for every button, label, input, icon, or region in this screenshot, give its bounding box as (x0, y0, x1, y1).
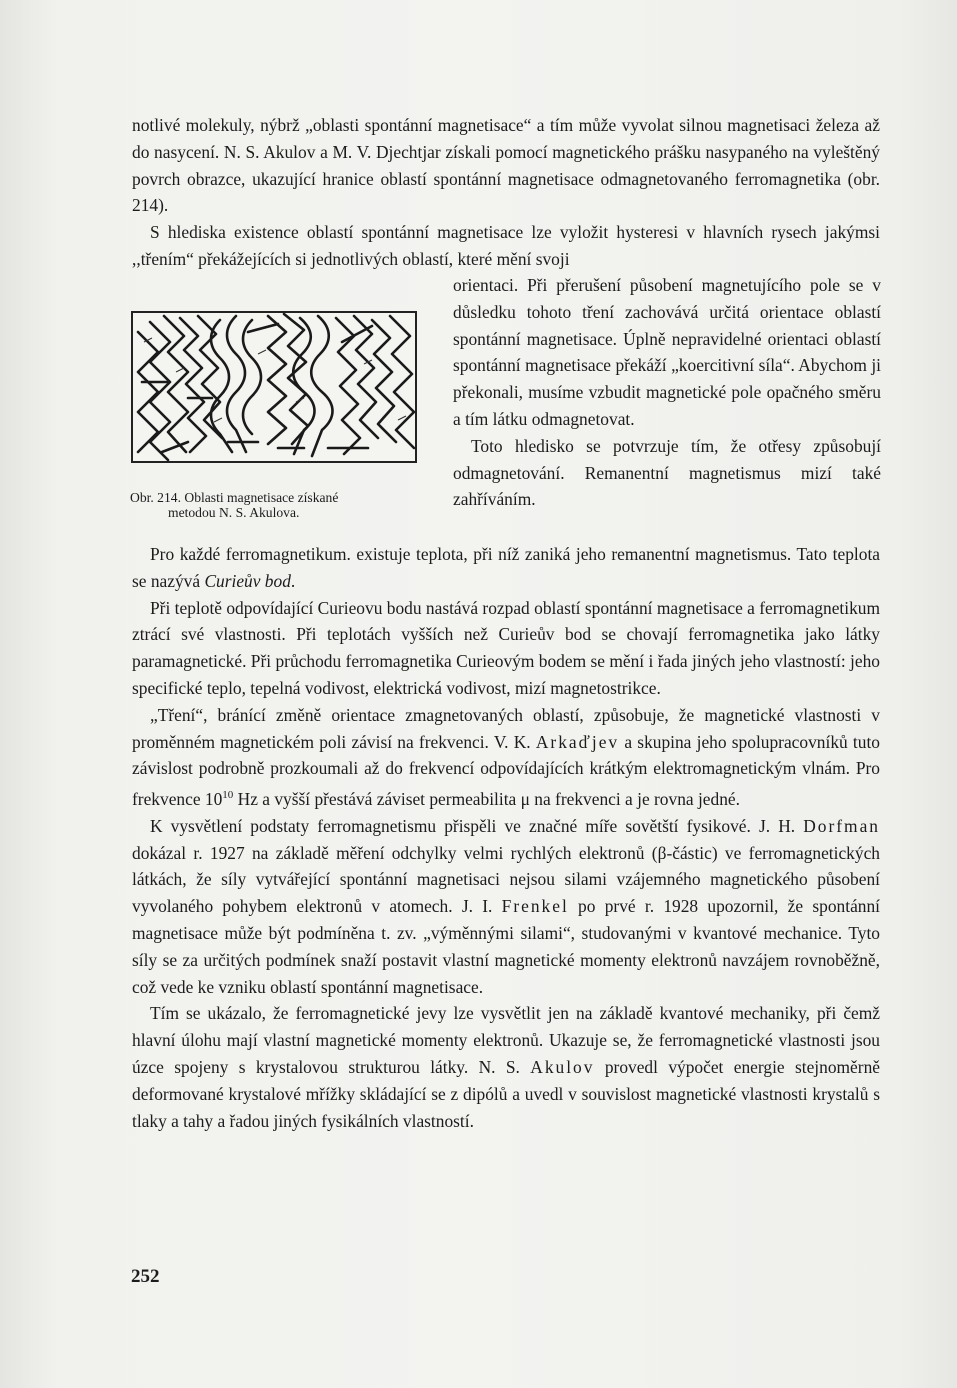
author-dorfman: Dorfman (803, 815, 880, 836)
curie-text-after: . (290, 570, 296, 591)
caption-line-2: metodou N. S. Akulova. (168, 505, 300, 520)
friction-text-c: Hz a vyšší přestává záviset permeabilita μ na frekvenci a je rovna jedné. (233, 788, 740, 809)
paragraph-friction-frequency (132, 702, 880, 813)
curie-term: Curieův bod (204, 570, 291, 591)
figure-214 (128, 302, 428, 520)
lower-text-block (132, 541, 880, 1134)
paragraph-domains-intro: notlivé molekuly, nýbrž „oblasti spontánní magnetisace“ a tím může vyvolat silnou magnetisaci železa až do nasycení. N. S. Akulov a M. V. Djechtjar získali pomocí magnetického prášku nasypaného na vyleštěný povrch obrazce, ukazující hranice oblastí spontánní magnetisace odmagnetovaného ferromagnetika (obr. 214). (132, 115, 880, 216)
friction-text-b: a skupina jeho spolupracovníků tuto závislost podrobně prozkoumali až do frekvencí odpovídajících krátkým elektromagnetickým vlnám. Pro frekvence 10 (132, 731, 880, 809)
curie-text-before: Pro každé ferromagnetikum. existuje teplota, při níž zaniká jeho remanentní magnetismus. Tato teplota se nazývá (132, 544, 880, 591)
paragraph-curie-point: Při teplotě odpovídající Curieovu bodu nastává rozpad oblastí spontánní magnetisace a ferromagnetikum ztrácí své vlastnosti. Při teplotách vyšších než Curieův bod se chovají ferromagnetika jako látky paramagnetické. Při průchodu ferromagnetika Curieovým bodem se mění i řada jiných jeho vlastností: jeho specifické teplo, tepelná vodivost, elektrická vodivost, mizí magnetostrikce. (132, 597, 880, 698)
author-akulov: Akulov (530, 1056, 595, 1077)
friction-text-a: „Tření“, bránící změně orientace zmagnetovaných oblastí, způsobuje, že magnetické vlastnosti v proměnném magnetickém poli závisí na frekvenci. V. K. (132, 704, 880, 752)
soviet-text-c: po prvé r. 1928 upozornil, že spontánní magnetisace může být podmíněna t. zv. „výměnnými silami“, studovanými v kvantové mechanice. Tyto síly se za určitých podmínek snaží postavit vlastní magnetické momenty elektronů navzájem rovnoběžně, což vede ke vzniku oblastí spontánní magnetisace. (132, 896, 881, 997)
paragraph-quantum-mechanics (132, 1000, 880, 1134)
paragraph-orientation: orientaci. Při přerušení působení magnetujícího pole se v důsledku tohoto tření zachovává určitá orientace oblastí spontánní magnetisace. Úplně nepravidelné orientaci oblastí spontánní magnetisace překáží „koercitivní síla“. Abychom ji překonali, musíme vzbudit magnetické pole opačného směru a tím látku odmagnetovat. (453, 275, 881, 429)
paragraph-hysteresis: S hlediska existence oblastí spontánní magnetisace lze vyložit hysteresi v hlavních rysech jakýmsi ,,třením“ překážejících si jednotlivých oblastí, které mění svoji (132, 222, 880, 269)
paragraph-shocks: Toto hledisko se potvrzuje tím, že otřesy způsobují odmagnetování. Remanentní magnetismus mizí také zahříváním. (453, 435, 881, 510)
quantum-text-a: Tím se ukázalo, že ferromagnetické jevy lze vysvětlit jen na základě kvantové mechaniky, při čemž hlavní úlohu mají vlastní magnetické momenty elektronů. Ukazuje se, že ferromagnetické vlastnosti jsou úzce spojeny s krystalovou strukturou látky. N. S. (132, 1003, 880, 1077)
side-text-column (453, 272, 881, 513)
author-frenkel: Frenkel (501, 896, 569, 917)
caption-line-1: Obr. 214. Oblasti magnetisace získané (130, 490, 339, 505)
top-text-block (132, 112, 880, 273)
figure-caption (128, 490, 428, 520)
soviet-text-b: dokázal r. 1927 na základě měření odchylky velmi rychlých elektronů (β-částic) ve ferromagnetických látkách, že síly vytvářející spontánní magnetisaci nejsou silami vzájemného magnetického působení vyvolaného pohybem elektronů v atomech. J. I. (132, 842, 880, 917)
soviet-text-a: K vysvětlení podstaty ferromagnetismu přispěli ve značné míře sovětští fysikové. J. H. (150, 815, 804, 836)
paragraph-soviet-physicists (132, 813, 880, 1001)
magnetic-domains-illustration (128, 302, 420, 468)
quantum-text-b: provedl výpočet energie stejnoměrně deformované krystalové mřížky skládající se z dipólů a uvedl v souvislost magnetické vlastnosti krystalů s tlaky a tahy a řadou jiných fysikálních vlastností. (132, 1056, 880, 1131)
frequency-exponent: 10 (222, 789, 234, 802)
page-number: 252 (131, 1266, 160, 1287)
paragraph-curie-intro (132, 541, 880, 595)
author-arkadjev: Arkaďjev (535, 731, 620, 752)
